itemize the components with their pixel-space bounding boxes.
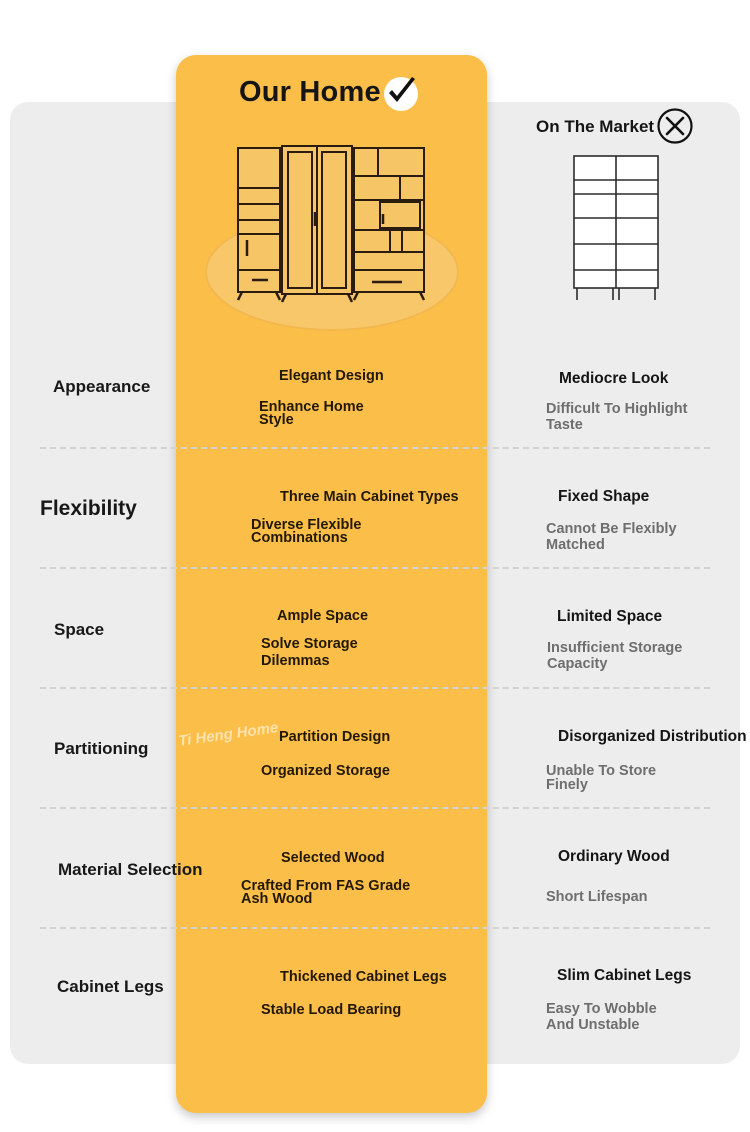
category-flexibility: Flexibility [40,497,137,520]
checkmark-icon [381,73,421,113]
market-feature-title: Slim Cabinet Legs [557,967,692,984]
market-feature-title: Fixed Shape [558,488,650,505]
category-material-selection: Material Selection [58,860,203,879]
ours-feature-title: Thickened Cabinet Legs [280,969,447,985]
row-divider [40,807,710,809]
our-cabinet-illustration [202,140,464,338]
market-feature-subtitle: Short Lifespan [546,889,648,905]
cross-circle-icon [656,107,694,145]
market-feature-subtitle: Cannot Be Flexibly Matched [546,521,677,553]
market-feature-title: Disorganized Distribution [558,728,747,745]
category-partitioning: Partitioning [54,739,149,758]
ours-feature-title: Selected Wood [281,850,385,866]
ours-feature-subtitle: Stable Load Bearing [261,1002,402,1018]
ours-feature-subtitle: Solve Storage Dilemmas [261,636,358,669]
market-feature-title: Ordinary Wood [558,848,670,865]
row-divider [40,447,710,449]
market-cabinet-illustration [568,152,664,304]
watermark-text: Ti Heng Home [177,719,280,750]
market-feature-subtitle: Difficult To Highlight Taste [546,401,688,433]
our-home-title: Our Home [239,76,381,108]
ours-feature-title: Elegant Design [279,368,384,384]
on-the-market-title: On The Market [536,117,655,136]
category-cabinet-legs: Cabinet Legs [57,977,164,996]
market-feature-title: Mediocre Look [559,370,669,387]
ours-feature-title: Partition Design [279,729,391,745]
market-feature-subtitle: Unable To Store Finely [546,763,657,793]
ours-feature-subtitle: Enhance Home Style [259,399,364,428]
row-divider [40,687,710,689]
market-feature-subtitle: Insufficient Storage Capacity [547,640,683,672]
ours-feature-title: Ample Space [277,608,369,624]
ours-feature-subtitle: Crafted From FAS Grade Ash Wood [241,878,411,907]
ours-feature-title: Three Main Cabinet Types [280,489,459,505]
row-divider [40,567,710,569]
category-space: Space [54,620,105,639]
category-appearance: Appearance [53,377,151,396]
ours-feature-subtitle: Organized Storage [261,763,390,779]
market-feature-subtitle: Easy To Wobble And Unstable [546,1001,657,1033]
row-divider [40,927,710,929]
ours-feature-subtitle: Diverse Flexible Combinations [251,517,362,546]
market-feature-title: Limited Space [557,608,663,625]
